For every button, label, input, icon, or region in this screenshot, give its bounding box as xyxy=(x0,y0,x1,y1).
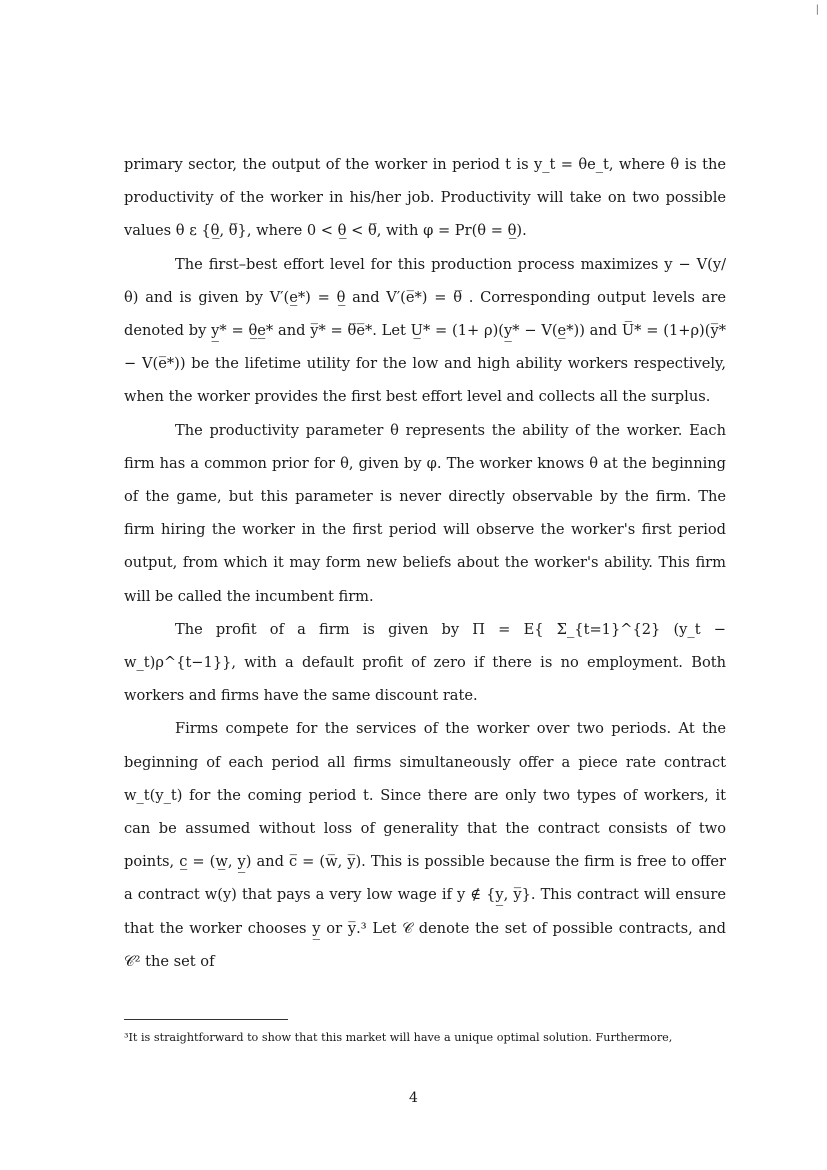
corner-mark: | xyxy=(815,4,819,15)
paragraph-1: primary sector, the output of the worker in period t is y_t = θe_t, where θ is the productivity of the worker in his/her job. Productivity will take on two possible values θ ε {θ̲, θ̅}, where 0 < θ̲ < θ̅, with φ = Pr(θ = θ̲). xyxy=(124,156,726,240)
paragraph-4-profit: The profit of a firm is given by Π = E{ Σ_{t=1}^{2} (y_t − w_t)ρ^{t−1}}, with a default profit of zero if there is no employment. Both workers and firms have the same discount rate. xyxy=(124,620,726,705)
page-number: 4 xyxy=(409,1090,418,1106)
body-text xyxy=(124,148,726,978)
footnote-rule xyxy=(124,1019,288,1020)
paragraph-5-contracts: Firms compete for the services of the worker over two periods. At the beginning of each period all firms simultaneously offer a piece rate contract w_t(y_t) for the coming period t. Since there are only two types of workers, it can be assumed without loss of generality that the contract consists of two points, c̲ = (w̲, y̲) and c̅ = (w̅, y̅). This is possible because the firm is free to offer a contract w(y) that pays a very low wage if y ∉ {y̲, y̅}. This contract will ensure that the worker chooses y̲ or y̅.³ Let 𝒞 denote the set of possible contracts, and 𝒞² the set of xyxy=(124,720,726,970)
footnote-3: ³It is straightforward to show that this market will have a unique optimal solution. Furthermore, xyxy=(124,1031,673,1044)
paragraph-3: The productivity parameter θ represents the ability of the worker. Each firm has a common prior for θ, given by φ. The worker knows θ at the beginning of the game, but this parameter is never directly observable by the firm. The firm hiring the worker in the first period will observe the worker's first period output, from which it may form new beliefs about the worker's ability. This firm will be called the incumbent firm. xyxy=(124,421,726,605)
paragraph-2: The first–best effort level for this production process maximizes y − V(y/θ) and is given by V′(e̲*) = θ̲ and V′(e̅*) = θ̅ . Corresponding output levels are denoted by y̲* = θ̲e̲* and y̅* = θ̅e̅*. Let U̲* = (1+ ρ)(y̲* − V(e̲*)) and U̅* = (1+ρ)(y̅* − V(e̅*)) be the lifetime utility for the low and high ability workers respectively, when the worker provides the first best effort level and collects all the surplus. xyxy=(124,255,726,406)
